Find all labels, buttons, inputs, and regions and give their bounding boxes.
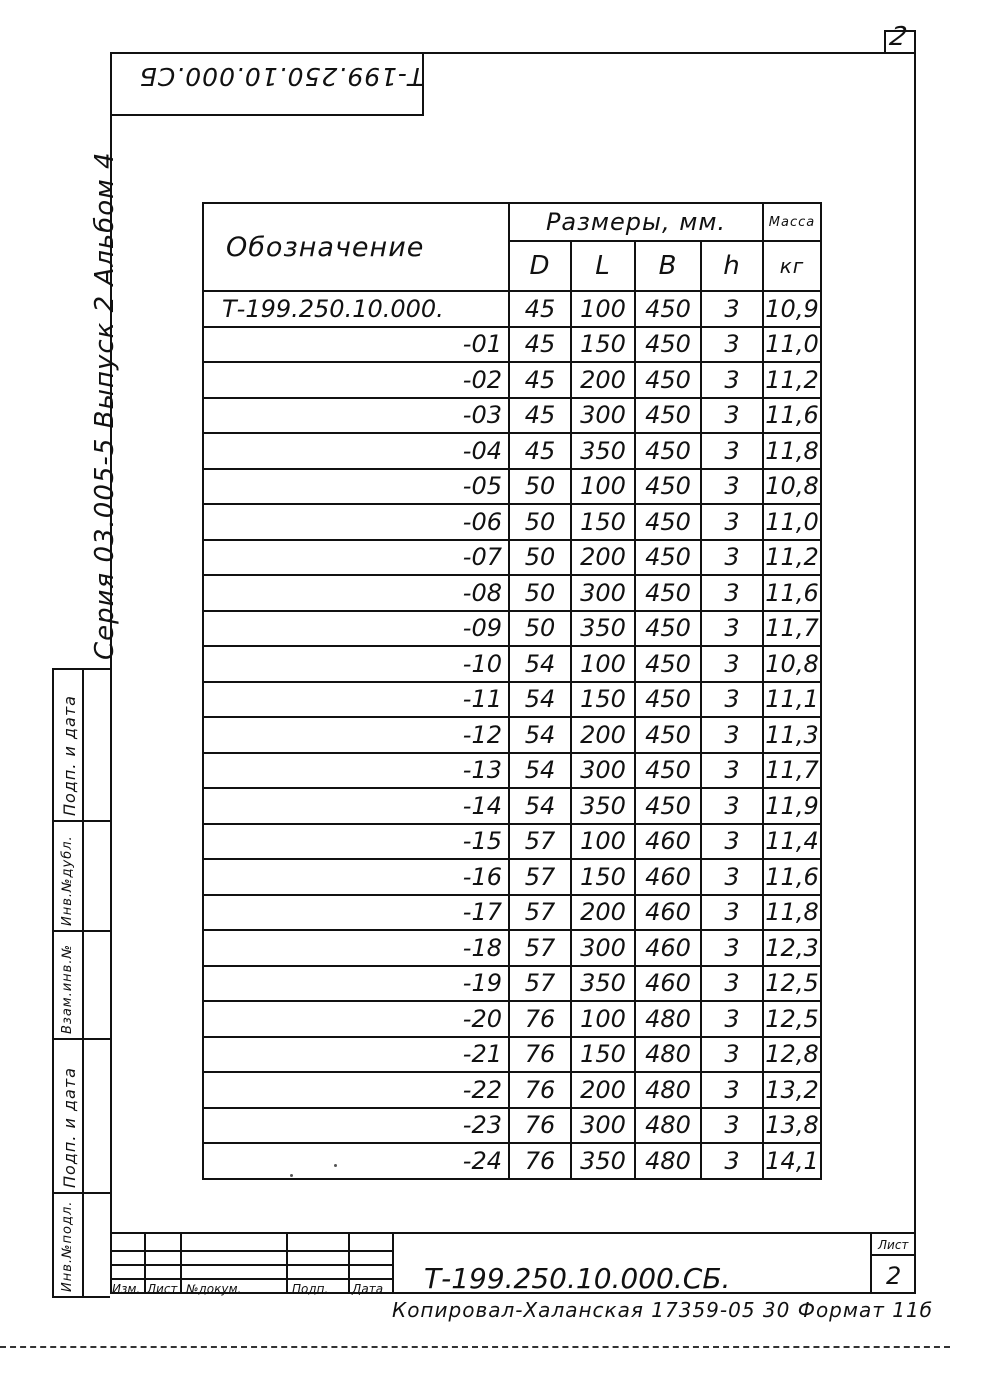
cell-h: 3 [701, 469, 763, 505]
cell-h: 3 [701, 327, 763, 363]
cell-designation: -15 [203, 824, 509, 860]
cell-l: 300 [571, 1108, 635, 1144]
cell-b: 450 [635, 611, 701, 647]
table-row [203, 504, 821, 540]
cell-designation: -03 [203, 398, 509, 434]
scan-speck [290, 1174, 293, 1177]
cell-d: 54 [509, 717, 571, 753]
cell-h: 3 [701, 1072, 763, 1108]
cell-designation: Т-199.250.10.000. [203, 291, 509, 327]
table-row [203, 788, 821, 824]
cell-mass: 14,1 [763, 1143, 821, 1179]
cell-b: 450 [635, 788, 701, 824]
cell-h: 3 [701, 966, 763, 1002]
cell-h: 3 [701, 930, 763, 966]
header-mass-unit: кг [763, 241, 821, 291]
cell-d: 76 [509, 1108, 571, 1144]
cell-d: 45 [509, 362, 571, 398]
strip-vertical-line [82, 670, 84, 1296]
cell-l: 100 [571, 469, 635, 505]
cell-h: 3 [701, 291, 763, 327]
cell-d: 76 [509, 1143, 571, 1179]
cell-designation: -11 [203, 682, 509, 718]
cell-h: 3 [701, 1037, 763, 1073]
strip-cell-sign-date-bottom [58, 1038, 82, 1192]
cell-b: 450 [635, 717, 701, 753]
cell-l: 150 [571, 859, 635, 895]
cell-h: 3 [701, 433, 763, 469]
cell-b: 450 [635, 291, 701, 327]
cell-designation: -06 [203, 504, 509, 540]
strip-cell-orig-inv [58, 1192, 82, 1296]
strip-label: Взам.инв.№ [60, 944, 75, 1034]
cell-d: 50 [509, 469, 571, 505]
cell-d: 54 [509, 753, 571, 789]
left-margin-strip [52, 668, 110, 1298]
table-row [203, 753, 821, 789]
cell-mass: 11,3 [763, 717, 821, 753]
cell-mass: 11,2 [763, 362, 821, 398]
table-row [203, 1108, 821, 1144]
cell-b: 450 [635, 682, 701, 718]
cell-designation: -16 [203, 859, 509, 895]
cell-mass: 11,4 [763, 824, 821, 860]
cell-h: 3 [701, 753, 763, 789]
title-block-grid [110, 1234, 392, 1294]
cell-b: 450 [635, 575, 701, 611]
cell-d: 57 [509, 895, 571, 931]
cell-l: 200 [571, 717, 635, 753]
cell-b: 460 [635, 895, 701, 931]
cell-l: 200 [571, 895, 635, 931]
cell-d: 76 [509, 1001, 571, 1037]
cell-b: 450 [635, 362, 701, 398]
cell-mass: 13,8 [763, 1108, 821, 1144]
cell-h: 3 [701, 504, 763, 540]
cell-b: 450 [635, 433, 701, 469]
header-col-l: L [571, 241, 635, 291]
cell-mass: 11,7 [763, 611, 821, 647]
tb-grid-line [110, 1278, 392, 1280]
tb-label-sign: Подп. [292, 1282, 329, 1296]
cell-mass: 13,2 [763, 1072, 821, 1108]
cell-b: 480 [635, 1108, 701, 1144]
cell-h: 3 [701, 1108, 763, 1144]
cell-h: 3 [701, 895, 763, 931]
corner-sheet-number: 2 [887, 22, 911, 52]
cell-mass: 12,5 [763, 966, 821, 1002]
table-row [203, 611, 821, 647]
cell-h: 3 [701, 717, 763, 753]
cell-d: 57 [509, 824, 571, 860]
cell-b: 450 [635, 469, 701, 505]
table-row [203, 469, 821, 505]
tb-label-date: Дата [352, 1282, 384, 1296]
cell-b: 450 [635, 540, 701, 576]
cell-h: 3 [701, 1143, 763, 1179]
title-block-sheet-divider [872, 1254, 914, 1256]
cell-b: 480 [635, 1001, 701, 1037]
cell-d: 50 [509, 504, 571, 540]
table-header-row [203, 203, 821, 241]
cell-d: 54 [509, 788, 571, 824]
cell-d: 54 [509, 646, 571, 682]
cell-l: 200 [571, 540, 635, 576]
cell-d: 50 [509, 575, 571, 611]
cell-designation: -21 [203, 1037, 509, 1073]
cell-b: 460 [635, 930, 701, 966]
footer-copy-info: Копировал-Халанская 17359-05 30 Формат 11б [392, 1298, 934, 1322]
cell-h: 3 [701, 575, 763, 611]
cell-mass: 12,8 [763, 1037, 821, 1073]
cell-h: 3 [701, 646, 763, 682]
table-row [203, 895, 821, 931]
cell-b: 450 [635, 504, 701, 540]
cell-l: 100 [571, 646, 635, 682]
title-block-code: Т-199.250.10.000.СБ. [424, 1262, 731, 1295]
table-row [203, 966, 821, 1002]
header-mass: Масса [763, 203, 821, 241]
cell-mass: 11,1 [763, 682, 821, 718]
cell-h: 3 [701, 1001, 763, 1037]
cell-designation: -19 [203, 966, 509, 1002]
cell-b: 460 [635, 824, 701, 860]
strip-cell-dup-inv [58, 820, 82, 930]
cell-mass: 11,6 [763, 859, 821, 895]
cell-mass: 11,2 [763, 540, 821, 576]
cell-l: 350 [571, 966, 635, 1002]
cell-l: 300 [571, 398, 635, 434]
cell-mass: 11,9 [763, 788, 821, 824]
bottom-cut-line [0, 1346, 950, 1348]
cell-l: 350 [571, 433, 635, 469]
cell-designation: -04 [203, 433, 509, 469]
strip-label: Инв.№дубл. [60, 835, 75, 926]
table-row [203, 327, 821, 363]
specification-table [202, 202, 822, 1180]
cell-b: 450 [635, 753, 701, 789]
scan-speck [334, 1164, 337, 1167]
table-row [203, 646, 821, 682]
cell-d: 50 [509, 611, 571, 647]
cell-d: 76 [509, 1037, 571, 1073]
table-row [203, 398, 821, 434]
cell-mass: 10,8 [763, 469, 821, 505]
table-row [203, 291, 821, 327]
cell-h: 3 [701, 611, 763, 647]
cell-l: 300 [571, 930, 635, 966]
cell-l: 300 [571, 753, 635, 789]
cell-mass: 11,8 [763, 433, 821, 469]
cell-l: 350 [571, 1143, 635, 1179]
cell-mass: 11,6 [763, 575, 821, 611]
title-block-sheet-cell [870, 1234, 914, 1294]
cell-l: 100 [571, 1001, 635, 1037]
strip-cell-replace-inv [58, 930, 82, 1038]
cell-designation: -07 [203, 540, 509, 576]
title-block-sheet-number: 2 [886, 1262, 902, 1290]
table-row [203, 540, 821, 576]
table-row [203, 824, 821, 860]
cell-d: 45 [509, 291, 571, 327]
cell-designation: -01 [203, 327, 509, 363]
title-block [110, 1232, 916, 1294]
cell-b: 460 [635, 966, 701, 1002]
cell-l: 150 [571, 1037, 635, 1073]
header-col-h: h [701, 241, 763, 291]
cell-mass: 11,8 [763, 895, 821, 931]
table-row [203, 717, 821, 753]
table-row [203, 362, 821, 398]
cell-designation: -22 [203, 1072, 509, 1108]
cell-designation: -05 [203, 469, 509, 505]
cell-designation: -08 [203, 575, 509, 611]
cell-designation: -24 [203, 1143, 509, 1179]
cell-designation: -17 [203, 895, 509, 931]
strip-label: Подп. и дата [60, 1067, 79, 1188]
cell-mass: 11,0 [763, 327, 821, 363]
cell-l: 150 [571, 682, 635, 718]
cell-designation: -18 [203, 930, 509, 966]
table-row [203, 1001, 821, 1037]
table-row [203, 433, 821, 469]
table-row [203, 682, 821, 718]
cell-b: 460 [635, 859, 701, 895]
table-body [203, 291, 821, 1179]
cell-l: 150 [571, 504, 635, 540]
header-dimensions: Размеры, мм. [509, 203, 763, 241]
table-row [203, 1037, 821, 1073]
header-col-b: B [635, 241, 701, 291]
title-block-sheet-label: Лист [878, 1238, 909, 1252]
cell-l: 350 [571, 611, 635, 647]
cell-d: 45 [509, 327, 571, 363]
cell-designation: -12 [203, 717, 509, 753]
cell-designation: -23 [203, 1108, 509, 1144]
cell-d: 45 [509, 433, 571, 469]
cell-d: 57 [509, 966, 571, 1002]
strip-cell-sign-date-top [58, 670, 82, 820]
cell-d: 76 [509, 1072, 571, 1108]
cell-d: 54 [509, 682, 571, 718]
cell-h: 3 [701, 788, 763, 824]
cell-mass: 11,0 [763, 504, 821, 540]
cell-b: 450 [635, 646, 701, 682]
strip-label: Инв.№подл. [60, 1200, 75, 1292]
table-row [203, 859, 821, 895]
cell-d: 45 [509, 398, 571, 434]
cell-l: 200 [571, 362, 635, 398]
cell-designation: -20 [203, 1001, 509, 1037]
table-row [203, 1143, 821, 1179]
cell-b: 480 [635, 1037, 701, 1073]
tb-label-sheet: Лист [147, 1282, 178, 1296]
cell-l: 350 [571, 788, 635, 824]
tb-grid-line [110, 1250, 392, 1252]
cell-h: 3 [701, 682, 763, 718]
table-row [203, 1072, 821, 1108]
cell-designation: -09 [203, 611, 509, 647]
cell-l: 300 [571, 575, 635, 611]
cell-h: 3 [701, 398, 763, 434]
tb-label-change: Изм. [112, 1282, 141, 1296]
cell-l: 200 [571, 1072, 635, 1108]
cell-designation: -10 [203, 646, 509, 682]
cell-mass: 10,9 [763, 291, 821, 327]
header-designation: Обозначение [203, 203, 509, 291]
cell-mass: 11,6 [763, 398, 821, 434]
cell-h: 3 [701, 362, 763, 398]
cell-d: 50 [509, 540, 571, 576]
table-row [203, 575, 821, 611]
cell-mass: 12,5 [763, 1001, 821, 1037]
cell-l: 100 [571, 291, 635, 327]
cell-mass: 10,8 [763, 646, 821, 682]
table-row [203, 930, 821, 966]
header-col-d: D [509, 241, 571, 291]
cell-mass: 11,7 [763, 753, 821, 789]
cell-h: 3 [701, 540, 763, 576]
top-stamp-code: Т-199.250.10.000.СБ [138, 62, 424, 91]
cell-l: 150 [571, 327, 635, 363]
series-caption: Серия 03.005-5 Выпуск 2 Альбом 4 [90, 151, 120, 660]
cell-d: 57 [509, 930, 571, 966]
cell-b: 480 [635, 1143, 701, 1179]
cell-l: 100 [571, 824, 635, 860]
cell-h: 3 [701, 859, 763, 895]
cell-b: 450 [635, 398, 701, 434]
cell-b: 450 [635, 327, 701, 363]
tb-label-doc: №докум. [186, 1282, 242, 1296]
cell-designation: -13 [203, 753, 509, 789]
cell-d: 57 [509, 859, 571, 895]
cell-designation: -02 [203, 362, 509, 398]
cell-mass: 12,3 [763, 930, 821, 966]
cell-b: 480 [635, 1072, 701, 1108]
strip-label: Подп. и дата [60, 695, 79, 816]
cell-designation: -14 [203, 788, 509, 824]
tb-grid-line [110, 1264, 392, 1266]
cell-h: 3 [701, 824, 763, 860]
